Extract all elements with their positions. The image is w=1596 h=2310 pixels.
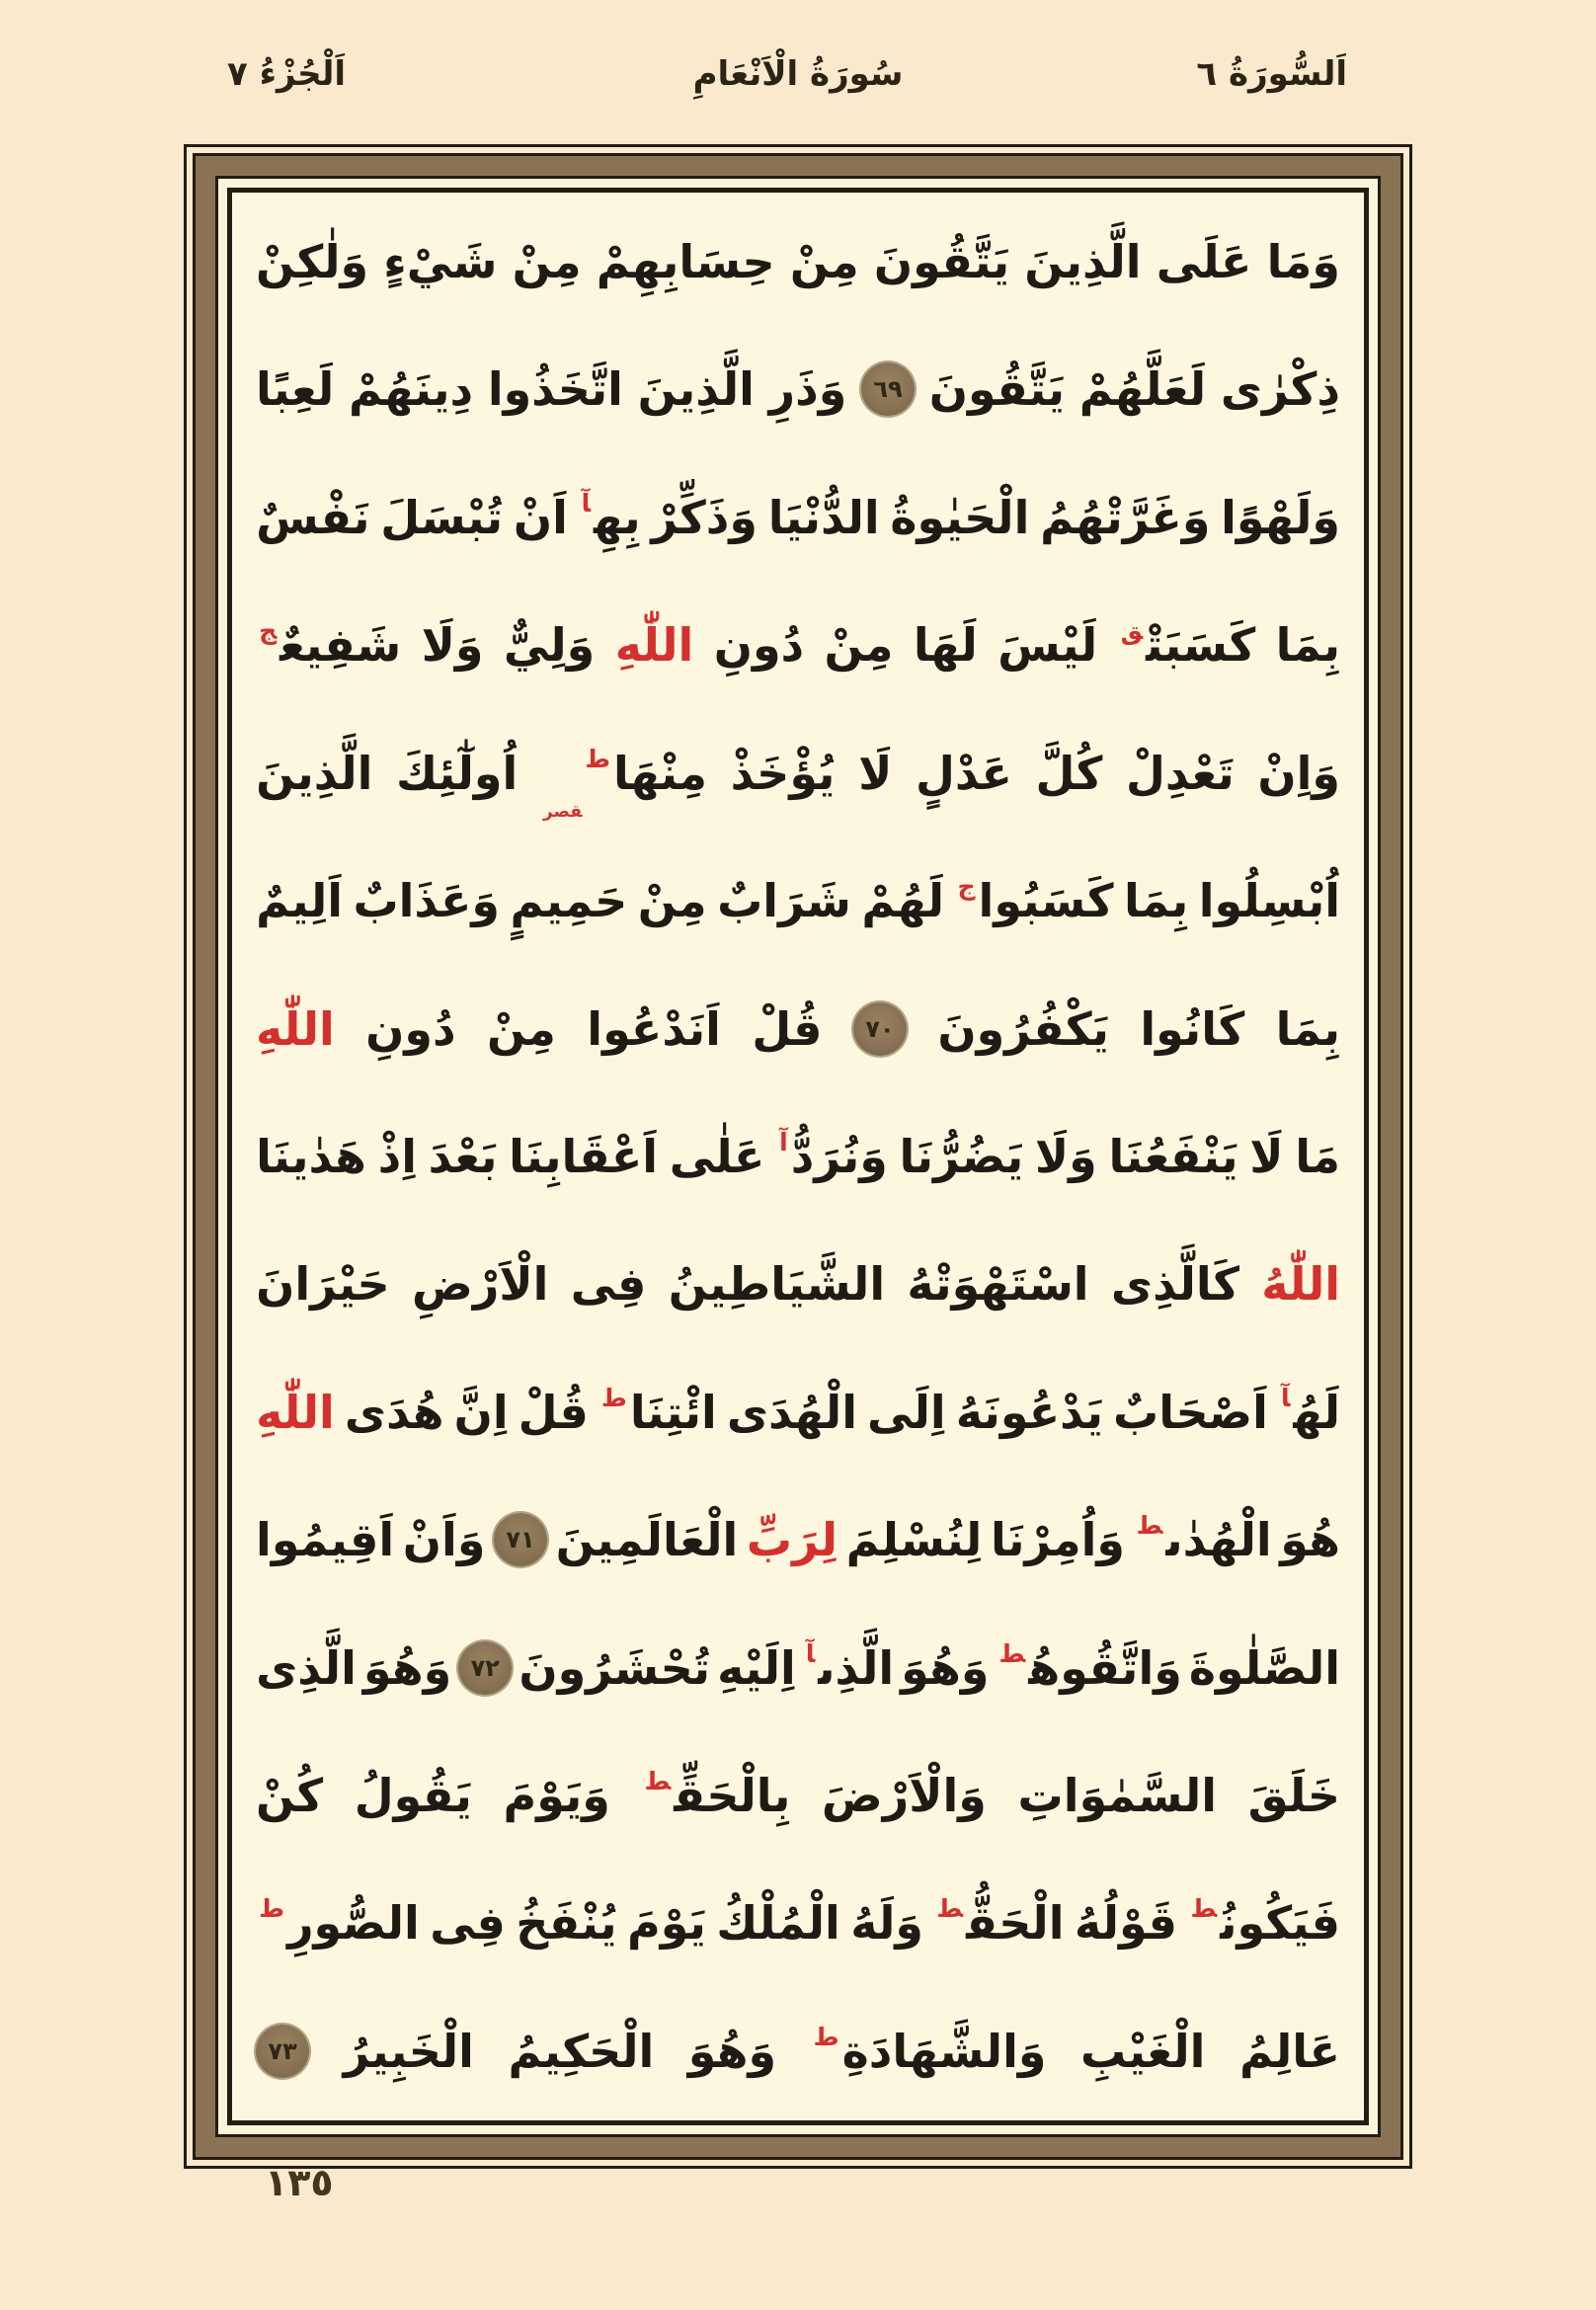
ayah-word: كُنْ bbox=[256, 1769, 324, 1823]
ayah-word: قُلْ bbox=[752, 1001, 823, 1056]
quran-line bbox=[256, 458, 1340, 577]
ayah-word: اِنَّ bbox=[453, 1385, 509, 1439]
verse-marker: ٧٣ bbox=[256, 2025, 309, 2078]
quran-line bbox=[256, 1736, 1340, 1855]
page-header bbox=[0, 40, 1596, 109]
ayah-word: السَّمٰوَاتِ bbox=[1017, 1769, 1218, 1823]
quran-line bbox=[256, 1992, 1340, 2111]
ayah-word: نَفْسٌ bbox=[256, 490, 370, 544]
ayah-word: فِى bbox=[430, 1896, 506, 1951]
ayah-word: ائْتِنَا$^ط$ bbox=[600, 1383, 717, 1439]
ayah-word: لَعَلَّهُمْ bbox=[1078, 362, 1207, 417]
ayah-word: الصُّورِ$^ط$ bbox=[259, 1894, 420, 1951]
ayah-word: اَصْحَابٌ bbox=[1113, 1385, 1268, 1439]
ayah-word: كَانُوا bbox=[1140, 1001, 1245, 1056]
verse-marker: ٦٩ bbox=[861, 362, 915, 416]
waqf-mark: ق bbox=[1120, 616, 1144, 646]
quran-line bbox=[256, 1609, 1340, 1727]
ayah-word: خَلَقَ bbox=[1247, 1769, 1340, 1823]
ayah-word: كَسَبُوا$^ج$ bbox=[957, 872, 1114, 928]
verse-marker: ٧٠ bbox=[853, 1002, 907, 1056]
qasr-mark: قصر bbox=[542, 801, 583, 822]
ayah-word: تُحْشَرُونَ bbox=[519, 1640, 711, 1695]
ayah-word: لَهُمْ bbox=[861, 874, 945, 928]
ayah-word: يَتَّقُونَ bbox=[873, 235, 1010, 288]
ayah-word: بِمَا bbox=[1275, 618, 1340, 673]
ayah-word: شَرَابٌ bbox=[717, 874, 851, 928]
ayah-word: وَلَهُ bbox=[850, 1896, 923, 1951]
waqf-mark: آ bbox=[581, 488, 592, 518]
ayah-word: الْحَقُّ$^ط$ bbox=[936, 1894, 1065, 1951]
ayah-word: مَا bbox=[1295, 1129, 1340, 1183]
ayah-word: يَدْعُونَهُ bbox=[955, 1385, 1103, 1439]
ayah-word: الْهُدٰى$^ط$ bbox=[1136, 1511, 1272, 1567]
divine-name: لِرَبِّ bbox=[746, 1513, 838, 1567]
ayah-word: يُؤْخَذْ bbox=[730, 746, 836, 800]
ayah-word: يَوْمَ bbox=[627, 1896, 706, 1951]
ayah-word: يُنْفَخُ bbox=[516, 1896, 617, 1951]
quran-line bbox=[256, 1480, 1340, 1599]
ayah-word: بِمَا bbox=[1123, 874, 1189, 928]
ayah-word: مِنْ bbox=[487, 1001, 556, 1056]
ayah-word: ذِكْرٰى bbox=[1220, 362, 1340, 417]
waqf-mark: ط bbox=[259, 1894, 285, 1924]
ayah-word: اُبْسِلُوا bbox=[1198, 874, 1340, 928]
ayah-word: وَاُمِرْنَا bbox=[990, 1513, 1125, 1567]
ayah-word: وَلَا bbox=[1034, 1129, 1097, 1183]
ayah-word: فَيَكُونُ$^ط$ bbox=[1190, 1894, 1340, 1951]
ayah-word: الْهُدَى bbox=[726, 1385, 857, 1439]
quran-line bbox=[256, 1864, 1340, 1982]
quran-text-panel bbox=[227, 188, 1369, 2125]
ayah-word: اِذْ bbox=[377, 1129, 417, 1183]
ayah-word: وَلَهْوًا bbox=[1221, 490, 1340, 544]
ayah-word: لَهَا bbox=[913, 618, 978, 673]
ayah-word: يَتَّقُونَ bbox=[928, 362, 1065, 417]
ayah-word: يَضُرُّنَا bbox=[899, 1129, 1024, 1183]
ayah-word: دُونِ bbox=[365, 1001, 456, 1056]
ayah-word: وَهُوَ bbox=[901, 1640, 990, 1695]
ayah-word: عَلَى bbox=[1156, 235, 1252, 288]
surah-number-label: اَلسُّورَةُ ٦ bbox=[1196, 54, 1347, 94]
ayah-word: مِنْهَا$^ط_{قصر}$ bbox=[542, 744, 707, 822]
ayah-word: مِنْ bbox=[512, 235, 582, 288]
ayah-word: اَقِيمُوا bbox=[256, 1513, 395, 1567]
ayah-word: اَنْ bbox=[513, 490, 568, 544]
ayah-word: لَيْسَ bbox=[998, 618, 1098, 673]
ayah-word: شَفِيعٌ$^ج$ bbox=[259, 616, 402, 673]
ayah-word: وَغَرَّتْهُمُ bbox=[1040, 490, 1211, 544]
ornamental-frame-outer bbox=[184, 144, 1412, 2169]
ayah-word: الْمُلْكُ bbox=[716, 1896, 840, 1951]
ayah-word: الْاَرْضِ bbox=[411, 1257, 549, 1312]
ayah-word: مِنْ bbox=[824, 618, 894, 673]
ayah-word: الدُّنْيَا bbox=[767, 490, 880, 544]
waqf-mark: آ bbox=[779, 1127, 788, 1156]
ayah-word: الَّذِينَ bbox=[1024, 235, 1142, 288]
quran-line bbox=[256, 1353, 1340, 1472]
quran-line bbox=[256, 714, 1340, 833]
waqf-mark: ج bbox=[259, 616, 278, 646]
ayah-word: شَيْءٍ bbox=[383, 235, 498, 288]
quran-lines bbox=[256, 202, 1340, 2111]
juz-label: اَلْجُزْءُ ٧ bbox=[227, 54, 347, 94]
ayah-word: فِى bbox=[570, 1257, 647, 1312]
ayah-word: كَالَّذِى bbox=[1110, 1257, 1239, 1312]
quran-line bbox=[256, 202, 1340, 321]
ayah-word: الْحَيٰوةُ bbox=[890, 490, 1030, 544]
ayah-word: وَهُوَ bbox=[687, 2024, 777, 2078]
ayah-word: وَالشَّهَادَةِ$^ط$ bbox=[813, 2022, 1047, 2078]
ornamental-frame-band bbox=[193, 153, 1403, 2160]
ayah-word: الَّذِى bbox=[256, 1640, 357, 1695]
ayah-word: وَذَكِّرْ bbox=[651, 490, 758, 544]
ayah-word: لَا bbox=[1249, 1129, 1284, 1183]
ayah-word: الَّذِينَ bbox=[637, 362, 755, 417]
ayah-word: يَكْفُرُونَ bbox=[937, 1001, 1109, 1056]
verse-marker: ٧٢ bbox=[458, 1641, 512, 1695]
ayah-word: وَالْاَرْضَ bbox=[821, 1769, 987, 1823]
ayah-word: لِنُسْلِمَ bbox=[845, 1513, 983, 1567]
ayah-word: عَدْلٍ bbox=[915, 746, 1012, 800]
divine-name: اللّٰهِ bbox=[614, 618, 694, 673]
ayah-word: قَوْلُهُ bbox=[1074, 1896, 1178, 1951]
ayah-word: الشَّيَاطِينُ bbox=[668, 1257, 886, 1312]
divine-name: اللّٰهُ bbox=[1261, 1257, 1340, 1312]
ayah-word: عَلٰى bbox=[669, 1129, 765, 1183]
ornamental-frame-gap bbox=[215, 176, 1381, 2137]
ayah-word: تُبْسَلَ bbox=[380, 490, 504, 544]
ayah-word: اَنَدْعُوا bbox=[587, 1001, 721, 1056]
quran-line bbox=[256, 1225, 1340, 1343]
verse-marker: ٧١ bbox=[494, 1513, 547, 1566]
ayah-word: عَالِمُ bbox=[1238, 2024, 1340, 2078]
waqf-mark: آ bbox=[805, 1638, 816, 1668]
ayah-word: وَلَا bbox=[421, 618, 484, 673]
surah-title: سُورَةُ الْاَنْعَامِ bbox=[692, 54, 904, 94]
ayah-word: هَدٰينَا bbox=[256, 1129, 366, 1183]
ayah-word: وَهُوَ bbox=[362, 1640, 452, 1695]
ayah-word: لَعِبًا bbox=[256, 362, 335, 417]
divine-name: اللّٰهِ bbox=[256, 1385, 335, 1439]
ayah-word: بِمَا bbox=[1275, 1001, 1340, 1056]
ayah-word: اِلَيْهِ bbox=[717, 1640, 796, 1695]
waqf-mark: ط bbox=[1136, 1511, 1163, 1541]
ayah-word: بَعْدَ bbox=[428, 1129, 498, 1183]
ayah-word: دِينَهُمْ bbox=[349, 362, 474, 417]
quran-line bbox=[256, 330, 1340, 448]
quran-line bbox=[256, 970, 1340, 1088]
ayah-word: حَيْرَانَ bbox=[256, 1257, 390, 1312]
ayah-word: اَعْقَابِنَا bbox=[509, 1129, 659, 1183]
quran-line bbox=[256, 586, 1340, 704]
waqf-mark: ط bbox=[1190, 1894, 1218, 1924]
ayah-word: الصَّلٰوةَ bbox=[1188, 1640, 1340, 1695]
ayah-word: هُدَى bbox=[344, 1385, 444, 1439]
ayah-word: بِالْحَقِّ$^ط$ bbox=[644, 1767, 791, 1823]
waqf-mark: آ bbox=[1280, 1383, 1291, 1412]
quran-line bbox=[256, 1097, 1340, 1216]
divine-name: اللّٰهِ bbox=[256, 1001, 335, 1056]
ayah-word: الَّذِينَ bbox=[256, 746, 373, 800]
waqf-mark: ط bbox=[936, 1894, 964, 1924]
ayah-word: الْعَالَمِينَ bbox=[555, 1513, 739, 1567]
ayah-word: لَهُ$^آ$ bbox=[1280, 1383, 1340, 1439]
ayah-word: وَاَنْ bbox=[402, 1513, 486, 1567]
waqf-mark: ط bbox=[600, 1383, 627, 1412]
waqf-mark: ج bbox=[957, 872, 976, 902]
ayah-word: لَا bbox=[858, 746, 893, 800]
waqf-mark: ط bbox=[587, 744, 611, 773]
ayah-word: تَعْدِلْ bbox=[1126, 746, 1235, 800]
ayah-word: حَمِيمٍ bbox=[510, 874, 628, 928]
ayah-word: مِنْ bbox=[789, 235, 859, 288]
page-number: ١٣٥ bbox=[265, 2161, 334, 2204]
ayah-word: كَسَبَتْ$^ق$ bbox=[1120, 616, 1256, 673]
ayah-word: حِسَابِهِمْ bbox=[596, 235, 775, 288]
ayah-word: الْغَيْبِ bbox=[1079, 2024, 1206, 2078]
ayah-word: الْخَبِيرُ bbox=[343, 2024, 474, 2078]
ayah-word: يَنْفَعُنَا bbox=[1108, 1129, 1238, 1183]
ayah-word: وَلٰكِنْ bbox=[256, 235, 369, 288]
ayah-word: دُونِ bbox=[713, 618, 805, 673]
ayah-word: وَعَذَابٌ bbox=[353, 874, 501, 928]
quran-line bbox=[256, 841, 1340, 960]
ayah-word: اسْتَهْوَتْهُ bbox=[907, 1257, 1089, 1312]
waqf-mark: ط bbox=[998, 1638, 1026, 1668]
ayah-word: وَيَوْمَ bbox=[503, 1769, 610, 1823]
ayah-word: الْحَكِيمُ bbox=[508, 2024, 655, 2078]
ayah-word: بِهِ$^آ$ bbox=[581, 488, 641, 544]
waqf-mark: ط bbox=[644, 1767, 672, 1796]
ayah-word: وَنُرَدُّ$^آ$ bbox=[779, 1127, 888, 1183]
ayah-word: مِنْ bbox=[637, 874, 707, 928]
ayah-word: يَقُولُ bbox=[354, 1769, 472, 1823]
ayah-word: اُولٰٓئِكَ bbox=[396, 746, 519, 800]
ayah-word: وَلِيٌّ bbox=[503, 618, 596, 673]
ayah-word: اِلَى bbox=[867, 1385, 946, 1439]
ayah-word: اَلِيمٌ bbox=[256, 874, 343, 928]
ayah-word: اتَّخَذُوا bbox=[487, 362, 623, 417]
ayah-word: قُلْ bbox=[518, 1385, 589, 1439]
ayah-word: هُوَ bbox=[1280, 1513, 1340, 1567]
ayah-word: وَمَا bbox=[1266, 235, 1340, 288]
ayah-word: وَاتَّقُوهُ$^ط$ bbox=[998, 1638, 1182, 1695]
ayah-word: كُلَّ bbox=[1035, 746, 1103, 800]
waqf-mark: ط bbox=[813, 2022, 839, 2051]
ayah-word: الَّذِى$^آ$ bbox=[805, 1638, 895, 1695]
ayah-word: وَاِنْ bbox=[1257, 746, 1340, 800]
ayah-word: وَذَرِ bbox=[768, 362, 847, 417]
